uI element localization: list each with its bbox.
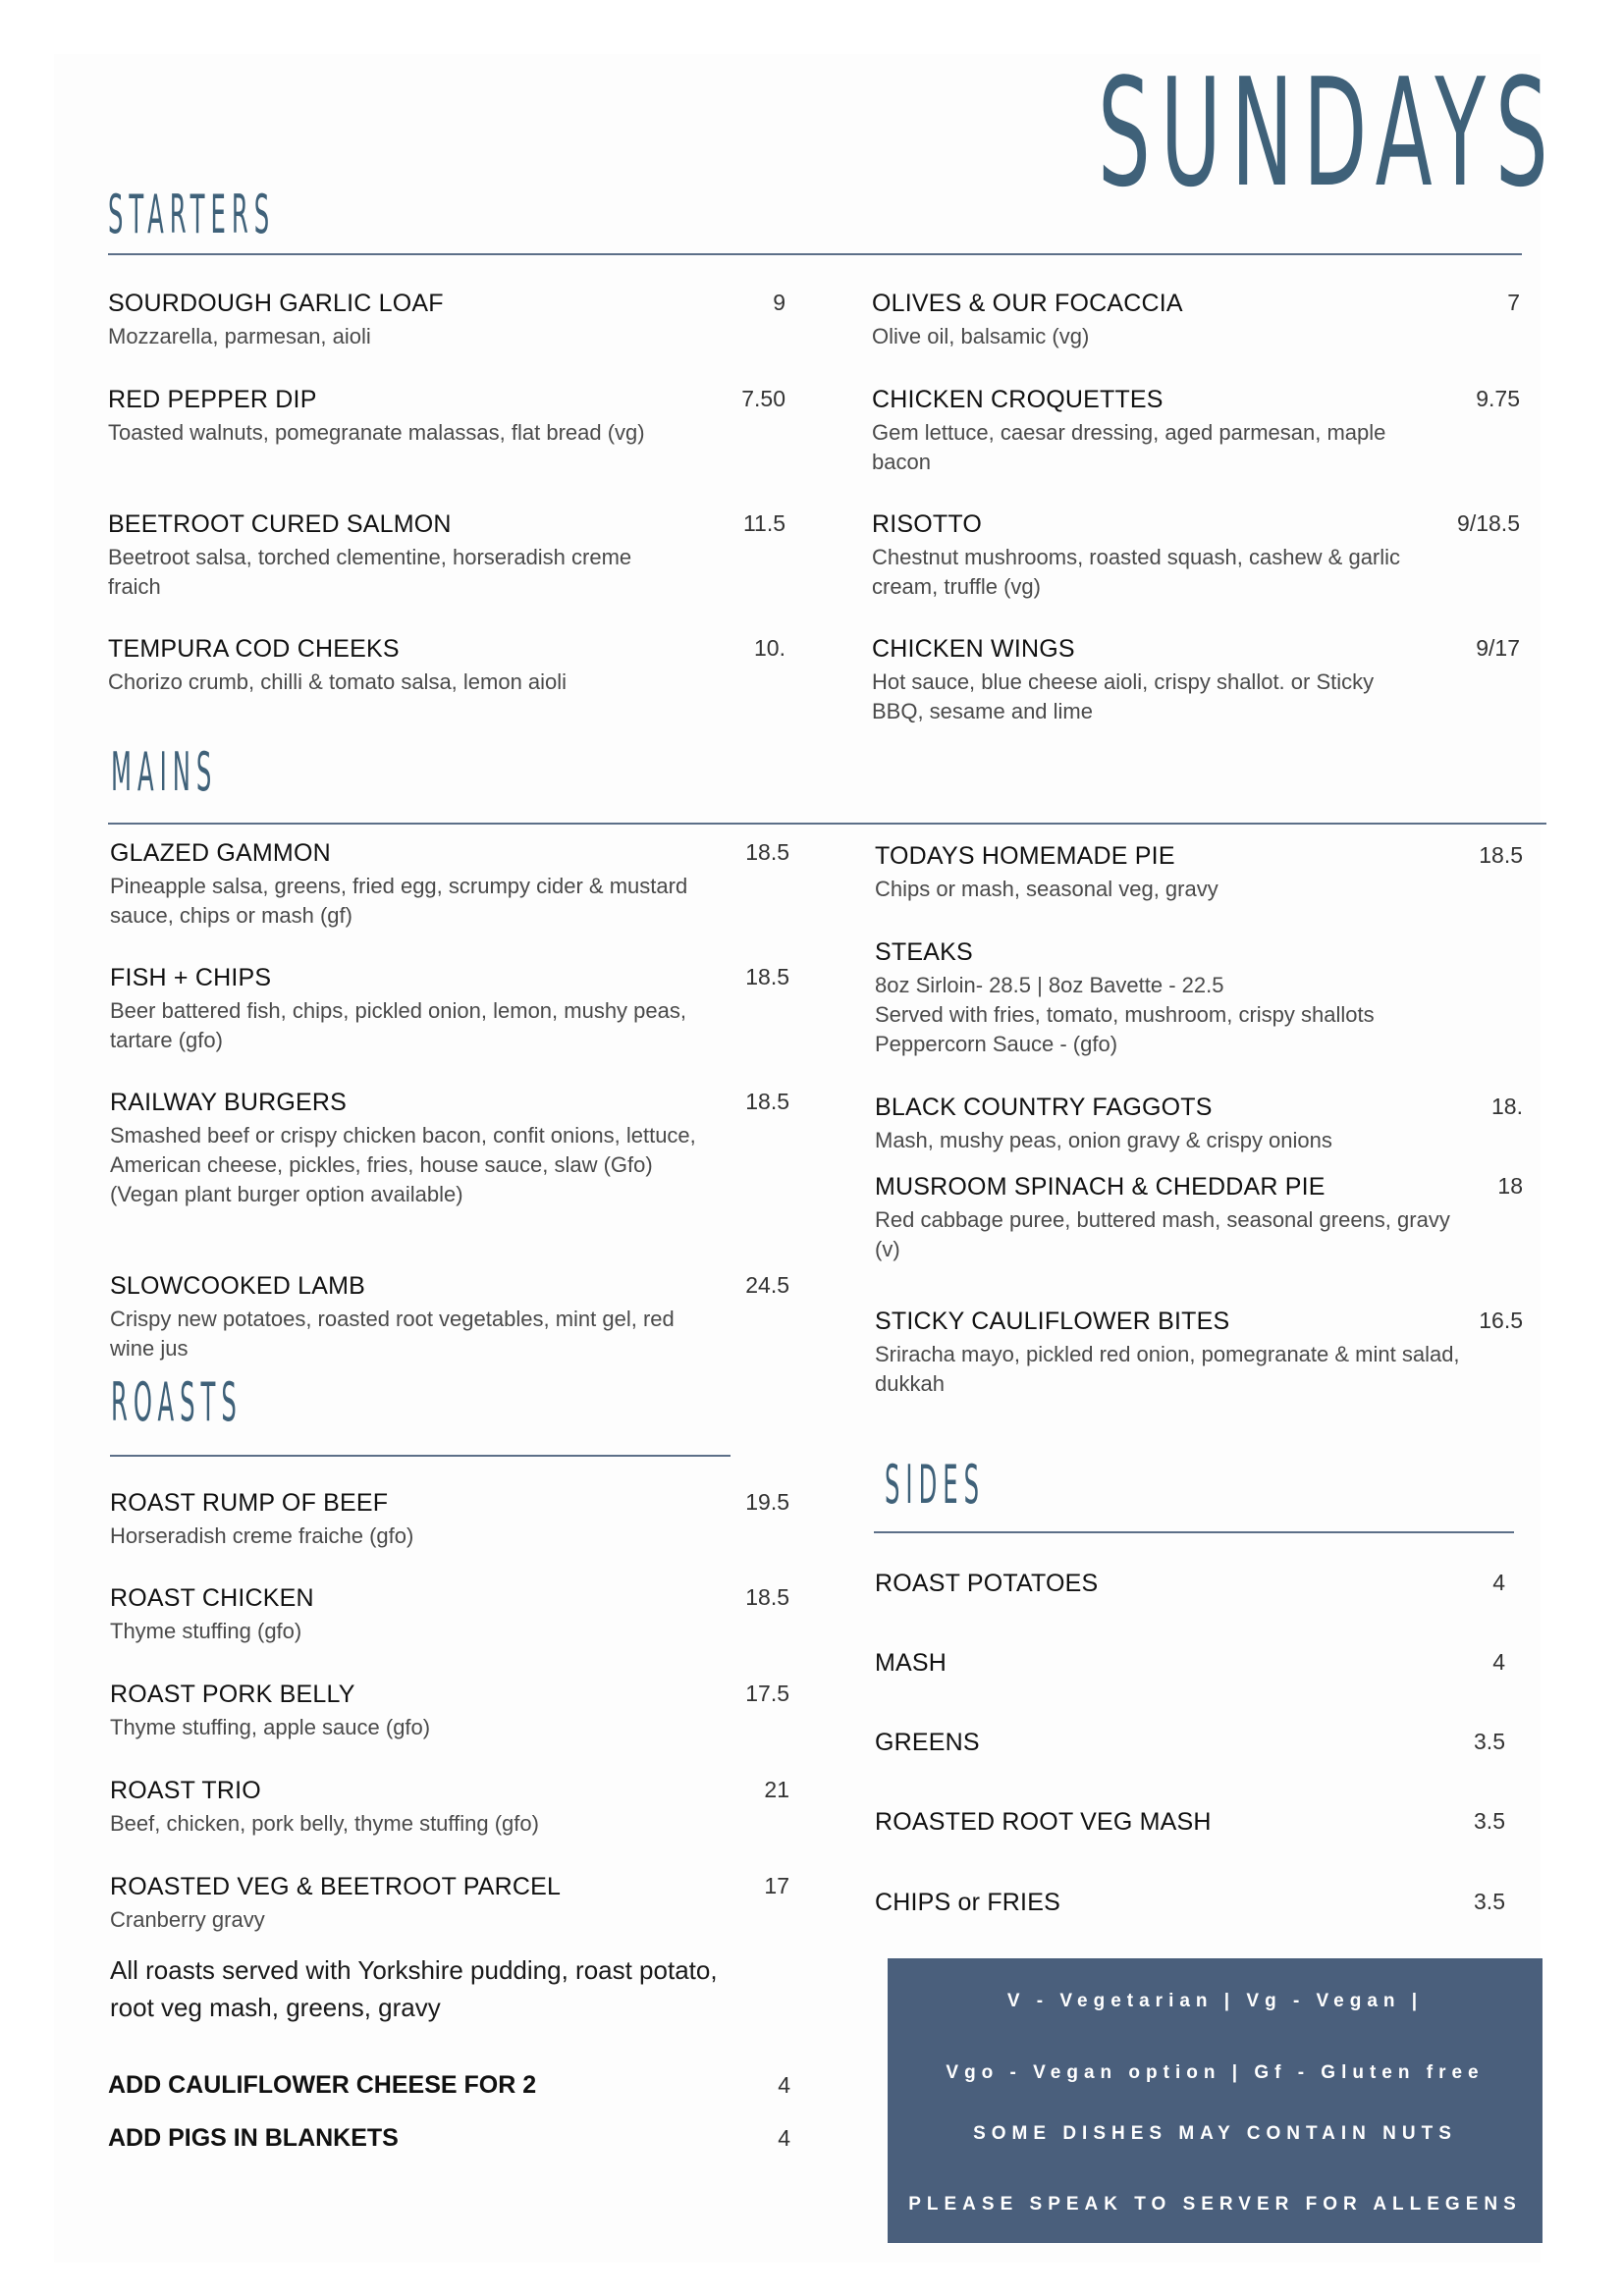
item-description: Chorizo crumb, chilli & tomato salsa, lemon aioli: [108, 669, 568, 694]
item-description: Beetroot salsa, torched clementine, horseradish creme fraich: [108, 545, 632, 599]
item-price: 11.5: [742, 510, 785, 536]
item-name: RISOTTO: [872, 510, 983, 538]
item-price: 24.5: [745, 1272, 789, 1298]
addon-name: ADD CAULIFLOWER CHEESE FOR 2: [108, 2071, 537, 2099]
item-price: 9/17: [1476, 635, 1520, 661]
item-name: MASH: [875, 1649, 947, 1677]
item-price: 18: [1497, 1173, 1523, 1199]
section-heading-starters: STARTERS: [108, 184, 276, 245]
addon-price: 4: [778, 2072, 790, 2098]
menu-title: SUNDAYS: [1098, 46, 1558, 220]
item-price: 17.5: [745, 1681, 789, 1706]
item-name: TEMPURA COD CHEEKS: [108, 635, 400, 663]
item-description: Thyme stuffing (gfo): [110, 1619, 302, 1643]
item-name: OLIVES & OUR FOCACCIA: [872, 290, 1183, 317]
item-price: 3.5: [1474, 1729, 1505, 1754]
item-name: ROASTED VEG & BEETROOT PARCEL: [110, 1873, 562, 1900]
item-name: ROASTED ROOT VEG MASH: [875, 1808, 1212, 1836]
item-description: Olive oil, balsamic (vg): [872, 324, 1090, 348]
roasts-note: All roasts served with Yorkshire pudding, roast potato, root veg mash, greens, gravy: [110, 1955, 718, 2022]
item-name: ROAST TRIO: [110, 1777, 261, 1804]
item-description: Mash, mushy peas, onion gravy & crispy onions: [875, 1128, 1332, 1152]
item-description: Hot sauce, blue cheese aioli, crispy shallot. or Sticky BBQ, sesame and lime: [872, 669, 1375, 723]
item-name: ROAST PORK BELLY: [110, 1681, 355, 1708]
item-description: Red cabbage puree, buttered mash, seasonal greens, gravy (v): [875, 1207, 1450, 1261]
item-description: Toasted walnuts, pomegranate malassas, flat bread (vg): [108, 420, 645, 445]
item-description: Pineapple salsa, greens, fried egg, scrumpy cider & mustard sauce, chips or mash (gf): [110, 874, 688, 928]
item-price: 18.5: [745, 964, 789, 989]
item-name: STEAKS: [875, 938, 973, 966]
item-name: ROAST RUMP OF BEEF: [110, 1489, 389, 1517]
item-name: CHIPS or FRIES: [875, 1889, 1060, 1916]
item-description: 8oz Sirloin- 28.5 | 8oz Bavette - 22.5 Served with fries, tomato, mushroom, crispy shallots Peppercorn Sauce - (gfo): [875, 973, 1375, 1056]
item-name: BLACK COUNTRY FAGGOTS: [875, 1094, 1213, 1121]
item-description: Cranberry gravy: [110, 1907, 265, 1932]
legend-line: SOME DISHES MAY CONTAIN NUTS: [973, 2123, 1457, 2144]
item-price: 19.5: [745, 1489, 789, 1515]
item-name: RAILWAY BURGERS: [110, 1089, 348, 1116]
section-heading-sides: SIDES: [885, 1454, 986, 1516]
item-price: 16.5: [1479, 1308, 1523, 1333]
item-name: TODAYS HOMEMADE PIE: [875, 842, 1175, 870]
item-description: Horseradish creme fraiche (gfo): [110, 1523, 414, 1548]
item-name: FISH + CHIPS: [110, 964, 272, 991]
item-price: 9.75: [1476, 386, 1520, 411]
item-price: 17: [764, 1873, 789, 1898]
item-name: GREENS: [875, 1729, 980, 1756]
item-description: Crispy new potatoes, roasted root vegetables, mint gel, red wine jus: [110, 1307, 675, 1361]
item-price: 9: [773, 290, 785, 315]
item-name: BEETROOT CURED SALMON: [108, 510, 452, 538]
item-price: 4: [1492, 1649, 1505, 1675]
item-description: Chips or mash, seasonal veg, gravy: [875, 877, 1218, 901]
item-price: 18.5: [745, 1584, 789, 1610]
legend-line: PLEASE SPEAK TO SERVER FOR ALLEGENS: [908, 2194, 1522, 2215]
item-name: CHICKEN WINGS: [872, 635, 1075, 663]
item-description: Smashed beef or crispy chicken bacon, confit onions, lettuce, American cheese, pickles, fries, house sauce, slaw (Gfo) (Vegan plant burger option available): [110, 1123, 696, 1206]
item-description: Mozzarella, parmesan, aioli: [108, 324, 371, 348]
item-price: 3.5: [1474, 1889, 1505, 1914]
section-heading-roasts: ROASTS: [111, 1371, 243, 1433]
item-name: MUSROOM SPINACH & CHEDDAR PIE: [875, 1173, 1326, 1201]
item-name: ROAST CHICKEN: [110, 1584, 314, 1612]
item-price: 7: [1507, 290, 1520, 315]
legend-line: V - Vegetarian | Vg - Vegan |: [1006, 1991, 1424, 2011]
item-description: Thyme stuffing, apple sauce (gfo): [110, 1715, 431, 1739]
item-price: 3.5: [1474, 1808, 1505, 1834]
item-name: GLAZED GAMMON: [110, 839, 331, 867]
item-price: 18.: [1491, 1094, 1523, 1119]
item-price: 7.50: [741, 386, 785, 411]
legend-line: Vgo - Vegan option | Gf - Gluten free: [946, 2062, 1485, 2083]
item-name: RED PEPPER DIP: [108, 386, 317, 413]
starters-divider: [108, 253, 1522, 255]
mains-divider: [108, 823, 1546, 825]
item-price: 18.5: [745, 1089, 789, 1114]
item-price: 18.5: [745, 839, 789, 865]
item-description: Sriracha mayo, pickled red onion, pomegranate & mint salad, dukkah: [875, 1342, 1460, 1396]
addon-price: 4: [778, 2125, 790, 2151]
item-price: 10.: [754, 635, 785, 661]
item-description: Beef, chicken, pork belly, thyme stuffing (gfo): [110, 1811, 539, 1836]
item-price: 18.5: [1479, 842, 1523, 868]
item-name: ROAST POTATOES: [875, 1570, 1099, 1597]
roasts-divider: [110, 1455, 731, 1457]
item-name: SOURDOUGH GARLIC LOAF: [108, 290, 444, 317]
item-name: SLOWCOOKED LAMB: [110, 1272, 365, 1300]
item-description: Beer battered fish, chips, pickled onion, lemon, mushy peas, tartare (gfo): [110, 998, 686, 1052]
item-name: CHICKEN CROQUETTES: [872, 386, 1164, 413]
item-price: 9/18.5: [1457, 510, 1520, 536]
item-price: 21: [764, 1777, 789, 1802]
item-name: STICKY CAULIFLOWER BITES: [875, 1308, 1230, 1335]
item-description: Chestnut mushrooms, roasted squash, cashew & garlic cream, truffle (vg): [872, 545, 1401, 599]
sides-divider: [874, 1531, 1514, 1533]
addon-name: ADD PIGS IN BLANKETS: [108, 2124, 399, 2152]
item-description: Gem lettuce, caesar dressing, aged parmesan, maple bacon: [872, 420, 1386, 474]
dietary-legend-box: [888, 1958, 1543, 2243]
section-heading-mains: MAINS: [111, 741, 218, 803]
item-price: 4: [1492, 1570, 1505, 1595]
